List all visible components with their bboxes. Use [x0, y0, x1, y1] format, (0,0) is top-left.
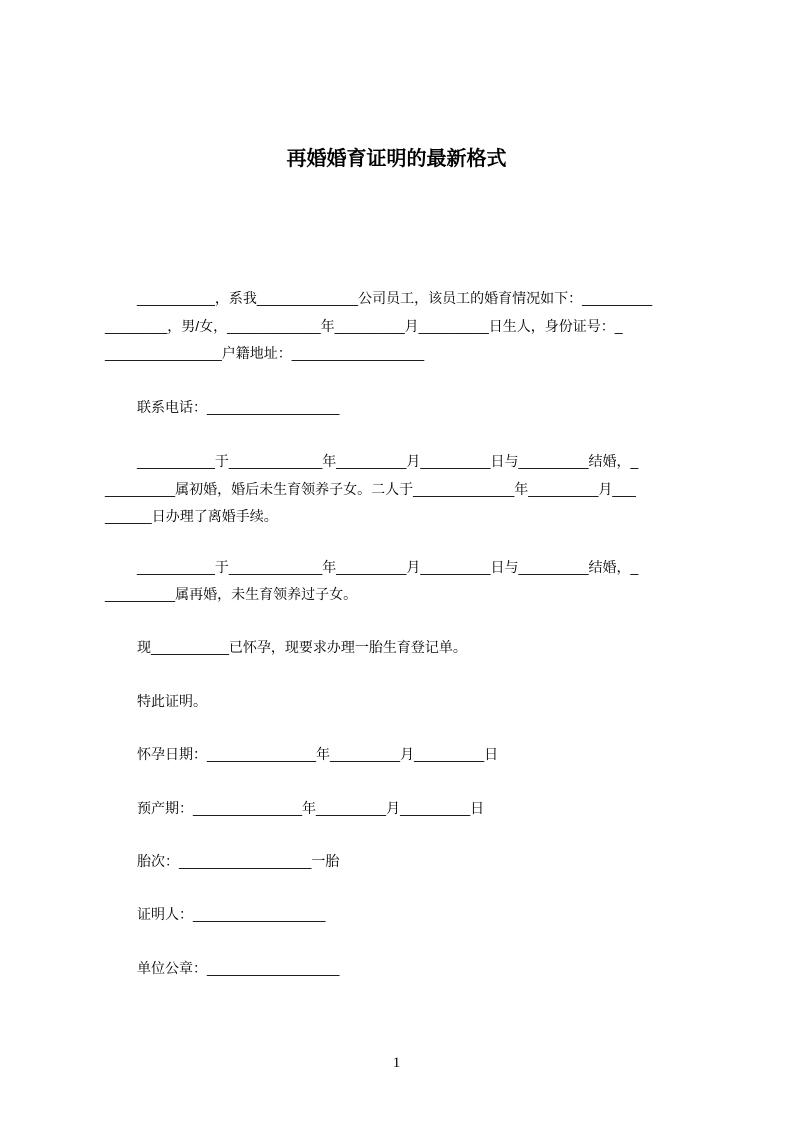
- pregnancy-statement: 现__________已怀孕，现要求办理一胎生育登记单。: [137, 639, 467, 655]
- paragraph-first-marriage-line-2: _________属初婚，婚后未生育领养子女。二人于_____________年_________月___: [105, 481, 636, 497]
- due-date-line: 预产期：______________年_________月_________日: [137, 800, 485, 816]
- paragraph-employee-line-2: ________，男/女，____________年_________月_________日生人，身份证号：_: [105, 318, 623, 334]
- paragraph-employee-line-1: __________，系我_____________公司员工，该员工的婚育情况如下：_________: [137, 290, 653, 306]
- contact-phone-line: 联系电话：_________________: [137, 399, 340, 415]
- paragraph-remarriage-line-2: _________属再婚，未生育领养过子女。: [105, 586, 358, 602]
- page-number: 1: [392, 1055, 401, 1071]
- certification-statement: 特此证明。: [137, 693, 207, 709]
- paragraph-remarriage-line-1: __________于____________年_________月_________日与_________结婚，_: [137, 559, 639, 575]
- witness-line: 证明人：_________________: [137, 906, 326, 922]
- paragraph-employee-line-3: _______________户籍地址：_________________: [105, 345, 425, 361]
- document-title: 再婚婚育证明的最新格式: [286, 148, 507, 170]
- paragraph-first-marriage-line-1: __________于____________年_________月_________日与_________结婚，_: [137, 453, 639, 469]
- paragraph-first-marriage-line-3: ______日办理了离婚手续。: [105, 508, 278, 524]
- unit-seal-line: 单位公章：_________________: [137, 960, 340, 976]
- birth-order-line: 胎次：_________________一胎: [137, 853, 340, 869]
- pregnancy-date-line: 怀孕日期：______________年_________月_________日: [137, 746, 499, 762]
